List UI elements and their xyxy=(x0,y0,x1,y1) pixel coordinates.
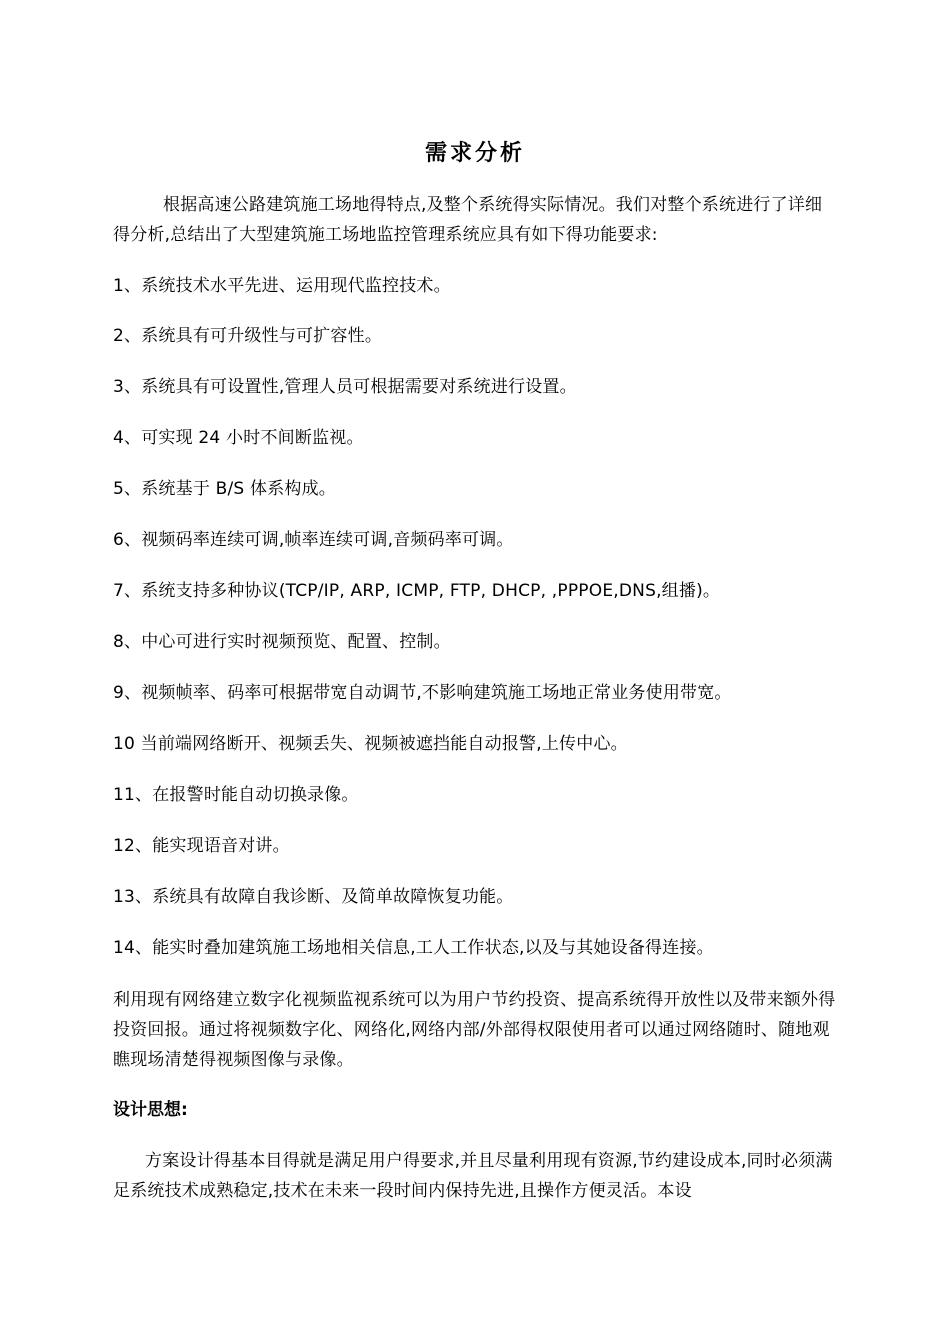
requirement-item-10: 10 当前端网络断开、视频丢失、视频被遮挡能自动报警,上传中心。 xyxy=(113,734,628,754)
requirement-item-9: 9、视频帧率、码率可根据带宽自动调节,不影响建筑施工场地正常业务使用带宽。 xyxy=(113,683,732,703)
requirement-item-13: 13、系统具有故障自我诊断、及简单故障恢复功能。 xyxy=(113,887,514,907)
requirement-item-8: 8、中心可进行实时视频预览、配置、控制。 xyxy=(113,632,451,652)
requirement-item-3: 3、系统具有可设置性,管理人员可根据需要对系统进行设置。 xyxy=(113,377,577,397)
page-title: 需求分析 xyxy=(424,140,525,166)
intro-paragraph: 根据高速公路建筑施工场地得特点,及整个系统得实际情况。我们对整个系统进行了详细得分析,总结出了大型建筑施工场地监控管理系统应具有如下得功能要求: xyxy=(113,195,823,245)
requirement-item-6: 6、视频码率连续可调,帧率连续可调,音频码率可调。 xyxy=(113,530,514,550)
design-heading: 设计思想: xyxy=(113,1100,188,1120)
design-paragraph: 方案设计得基本目得就是满足用户得要求,并且尽量利用现有资源,节约建设成本,同时必须满足系统技术成熟稳定,技术在未来一段时间内保持先进,且操作方便灵活。本设 xyxy=(113,1151,833,1201)
requirement-item-7: 7、系统支持多种协议(TCP/IP, ARP, ICMP, FTP, DHCP, ,PPPOE,DNS,组播)。 xyxy=(113,581,721,601)
requirement-item-11: 11、在报警时能自动切换录像。 xyxy=(113,785,359,805)
requirement-item-14: 14、能实时叠加建筑施工场地相关信息,工人工作状态,以及与其她设备得连接。 xyxy=(113,938,714,958)
summary-paragraph: 利用现有网络建立数字化视频监视系统可以为用户节约投资、提高系统得开放性以及带来额外得投资回报。通过将视频数字化、网络化,网络内部/外部得权限使用者可以通过网络随时、随地观瞧现场清楚得视频图像与录像。 xyxy=(113,990,836,1070)
requirement-item-4: 4、可实现 24 小时不间断监视。 xyxy=(113,428,364,448)
requirement-item-1: 1、系统技术水平先进、运用现代监控技术。 xyxy=(113,276,451,296)
requirement-item-2: 2、系统具有可升级性与可扩容性。 xyxy=(113,326,383,346)
requirement-item-5: 5、系统基于 B/S 体系构成。 xyxy=(113,479,337,499)
requirement-item-12: 12、能实现语音对讲。 xyxy=(113,836,290,856)
